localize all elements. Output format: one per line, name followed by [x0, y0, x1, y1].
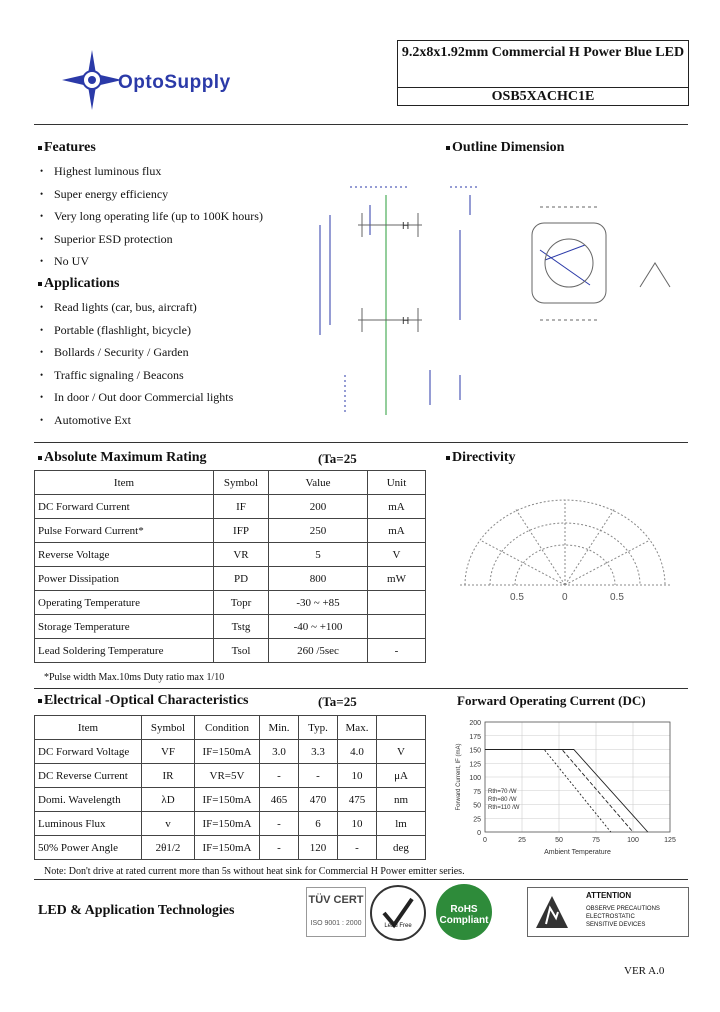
table-row: [35, 615, 426, 639]
col-max: Max.: [338, 716, 377, 740]
col-value: Value: [269, 471, 368, 495]
attention-line: SENSITIVE DEVICES: [586, 922, 646, 928]
y-tick-label: 200: [469, 720, 481, 727]
legend-entry: Rth=80 /W: [488, 796, 517, 803]
abs-max-footnote: *Pulse width Max.10ms Duty ratio max 1/10: [44, 672, 225, 683]
cert-sub: ISO 9001 : 2000: [310, 920, 362, 927]
divider: [34, 442, 688, 443]
cell: [368, 615, 426, 639]
cell: V: [377, 740, 426, 764]
cell: μA: [377, 764, 426, 788]
list-item: • Portable (flashlight, bicycle): [38, 319, 378, 342]
col-unit: [377, 716, 426, 740]
list-item: • Highest luminous flux: [38, 160, 378, 183]
list-item: • Very long operating life (up to 100K hours): [38, 205, 378, 228]
cell: Reverse Voltage: [35, 543, 214, 567]
chart-title: Forward Operating Current (DC): [457, 693, 646, 708]
logo-star-icon: [62, 50, 122, 110]
cell: V: [368, 543, 426, 567]
outline-heading: Outline Dimension: [446, 140, 564, 156]
esd-warning-icon: [534, 894, 570, 930]
applications-heading: Applications: [38, 276, 119, 292]
cell: 3.3: [299, 740, 338, 764]
cell: mA: [368, 495, 426, 519]
table-row: [35, 495, 426, 519]
cell: mA: [368, 519, 426, 543]
x-tick-label: 25: [518, 837, 526, 844]
cell: IF=150mA: [195, 812, 260, 836]
x-axis-label: Ambient Temperature: [544, 849, 611, 856]
col-symbol: Symbol: [214, 471, 269, 495]
cell: -: [299, 764, 338, 788]
cell: 5: [269, 543, 368, 567]
table-header-row: [35, 471, 426, 495]
cell: -40 ~ +100: [269, 615, 368, 639]
cert-label: RoHS Compliant: [439, 904, 489, 926]
cell: -: [260, 836, 299, 860]
y-tick-label: 100: [469, 775, 481, 782]
cell: Power Dissipation: [35, 567, 214, 591]
cell: 250: [269, 519, 368, 543]
cell: VR=5V: [195, 764, 260, 788]
divider: [34, 879, 688, 880]
list-item: • In door / Out door Commercial lights: [38, 386, 378, 409]
lead-free-badge: [370, 885, 426, 941]
cell: -: [368, 639, 426, 663]
cell: 4.0: [338, 740, 377, 764]
eo-table: [34, 715, 426, 860]
table-row: [35, 788, 426, 812]
cell: IF=150mA: [195, 788, 260, 812]
cell: IFP: [214, 519, 269, 543]
divider: [34, 688, 688, 689]
cell: IF=150mA: [195, 836, 260, 860]
brand-name: OptoSupply: [118, 72, 231, 93]
table-row: [35, 836, 426, 860]
cell: PD: [214, 567, 269, 591]
y-tick-label: 25: [473, 816, 481, 824]
cell: Domi. Wavelength: [35, 788, 142, 812]
cell: 10: [338, 764, 377, 788]
forward-current-chart: [440, 712, 690, 862]
list-item: • Read lights (car, bus, aircraft): [38, 296, 378, 319]
table-header-row: [35, 716, 426, 740]
cell: Tsol: [214, 639, 269, 663]
x-tick-label: 125: [664, 837, 676, 844]
attention-title: ATTENTION: [586, 891, 632, 900]
table-row: [35, 567, 426, 591]
cell: λD: [142, 788, 195, 812]
cell: 10: [338, 812, 377, 836]
cell: IR: [142, 764, 195, 788]
cell: Lead Soldering Temperature: [35, 639, 214, 663]
cell: v: [142, 812, 195, 836]
x-tick-label: 50: [555, 837, 563, 844]
legend-entry: Rth=70 /W: [488, 788, 517, 795]
cell: DC Forward Current: [35, 495, 214, 519]
cell: Tstg: [214, 615, 269, 639]
cell: 6: [299, 812, 338, 836]
cell: VR: [214, 543, 269, 567]
cell: DC Forward Voltage: [35, 740, 142, 764]
y-tick-label: 125: [469, 761, 481, 769]
attention-line: ELECTROSTATIC: [586, 914, 635, 920]
list-item: • Super energy efficiency: [38, 183, 378, 206]
tuv-cert-badge: [306, 887, 366, 937]
outline-dimension-drawing: [310, 175, 680, 435]
cell: nm: [377, 788, 426, 812]
cell: VF: [142, 740, 195, 764]
y-tick-label: 0: [477, 830, 481, 837]
table-row: [35, 591, 426, 615]
directivity-label: 0.5: [510, 592, 524, 603]
col-unit: Unit: [368, 471, 426, 495]
x-tick-label: 100: [627, 837, 639, 844]
directivity-label: 0: [562, 592, 568, 603]
cell: 800: [269, 567, 368, 591]
cert-label: Lead Free: [384, 923, 412, 929]
svg-text:H: H: [402, 221, 410, 232]
table-row: [35, 639, 426, 663]
legend-entry: Rth=110 /W: [488, 804, 520, 811]
cell: 2θ1/2: [142, 836, 195, 860]
svg-text:H: H: [402, 316, 410, 327]
abs-max-condition: (Ta=25: [318, 451, 357, 466]
cell: 260 /5sec: [269, 639, 368, 663]
col-item: Item: [35, 716, 142, 740]
cell: 3.0: [260, 740, 299, 764]
cell: -: [260, 812, 299, 836]
attention-line: OBSERVE PRECAUTIONS: [586, 906, 660, 912]
list-item: • Superior ESD protection: [38, 228, 378, 251]
abs-max-table: [34, 470, 426, 663]
cert-label: TÜV CERT: [308, 894, 364, 906]
eo-condition: (Ta=25: [318, 694, 357, 709]
rohs-badge: [436, 884, 492, 940]
attention-lines: [586, 905, 660, 929]
cell: [368, 591, 426, 615]
y-tick-label: 150: [469, 747, 481, 755]
cell: Luminous Flux: [35, 812, 142, 836]
cell: deg: [377, 836, 426, 860]
table-row: [35, 812, 426, 836]
cell: 120: [299, 836, 338, 860]
cell: IF: [214, 495, 269, 519]
eo-heading: Electrical -Optical Characteristics: [38, 693, 248, 709]
version-label: VER A.0: [624, 965, 665, 977]
col-symbol: Symbol: [142, 716, 195, 740]
list-item: • Automotive Ext: [38, 409, 378, 432]
y-tick-label: 175: [469, 733, 481, 741]
cell: 50% Power Angle: [35, 836, 142, 860]
cell: -30 ~ +85: [269, 591, 368, 615]
cell: lm: [377, 812, 426, 836]
directivity-label: 0.5: [610, 592, 624, 603]
list-item: • Traffic signaling / Beacons: [38, 364, 378, 387]
x-tick-label: 0: [483, 837, 487, 844]
abs-max-heading: Absolute Maximum Rating: [38, 450, 207, 466]
cell: Storage Temperature: [35, 615, 214, 639]
cell: 475: [338, 788, 377, 812]
brand-logo: [62, 50, 272, 110]
cell: mW: [368, 567, 426, 591]
company-name: LED & Application Technologies: [38, 903, 235, 918]
part-number: OSB5XACHC1E: [398, 87, 688, 106]
col-condition: Condition: [195, 716, 260, 740]
cell: -: [260, 764, 299, 788]
eo-note: Note: Don't drive at rated current more than 5s without heat sink for Commercial H Power emitter series.: [44, 866, 465, 877]
x-tick-label: 75: [592, 837, 600, 844]
cell: -: [338, 836, 377, 860]
esd-attention-box: [527, 887, 689, 937]
y-tick-label: 50: [473, 802, 481, 810]
cell: Pulse Forward Current*: [35, 519, 214, 543]
table-row: [35, 764, 426, 788]
cell: 200: [269, 495, 368, 519]
directivity-diagram: [450, 490, 680, 610]
table-row: [35, 543, 426, 567]
table-row: [35, 519, 426, 543]
list-item: • Bollards / Security / Garden: [38, 341, 378, 364]
col-typ: Typ.: [299, 716, 338, 740]
page-title: 9.2x8x1.92mm Commercial H Power Blue LED: [401, 45, 685, 60]
y-tick-label: 75: [473, 788, 481, 796]
y-axis-label: Forward Current, IF (mA): [456, 743, 462, 811]
title-box: [397, 40, 689, 106]
list-item: • No UV: [38, 250, 378, 273]
features-heading: Features: [38, 140, 96, 156]
col-min: Min.: [260, 716, 299, 740]
cell: Operating Temperature: [35, 591, 214, 615]
directivity-heading: Directivity: [446, 450, 516, 466]
divider: [34, 124, 688, 125]
cell: 465: [260, 788, 299, 812]
cell: Topr: [214, 591, 269, 615]
check-icon: [372, 887, 424, 939]
col-item: Item: [35, 471, 214, 495]
cell: 470: [299, 788, 338, 812]
cell: IF=150mA: [195, 740, 260, 764]
cell: DC Reverse Current: [35, 764, 142, 788]
table-row: [35, 740, 426, 764]
